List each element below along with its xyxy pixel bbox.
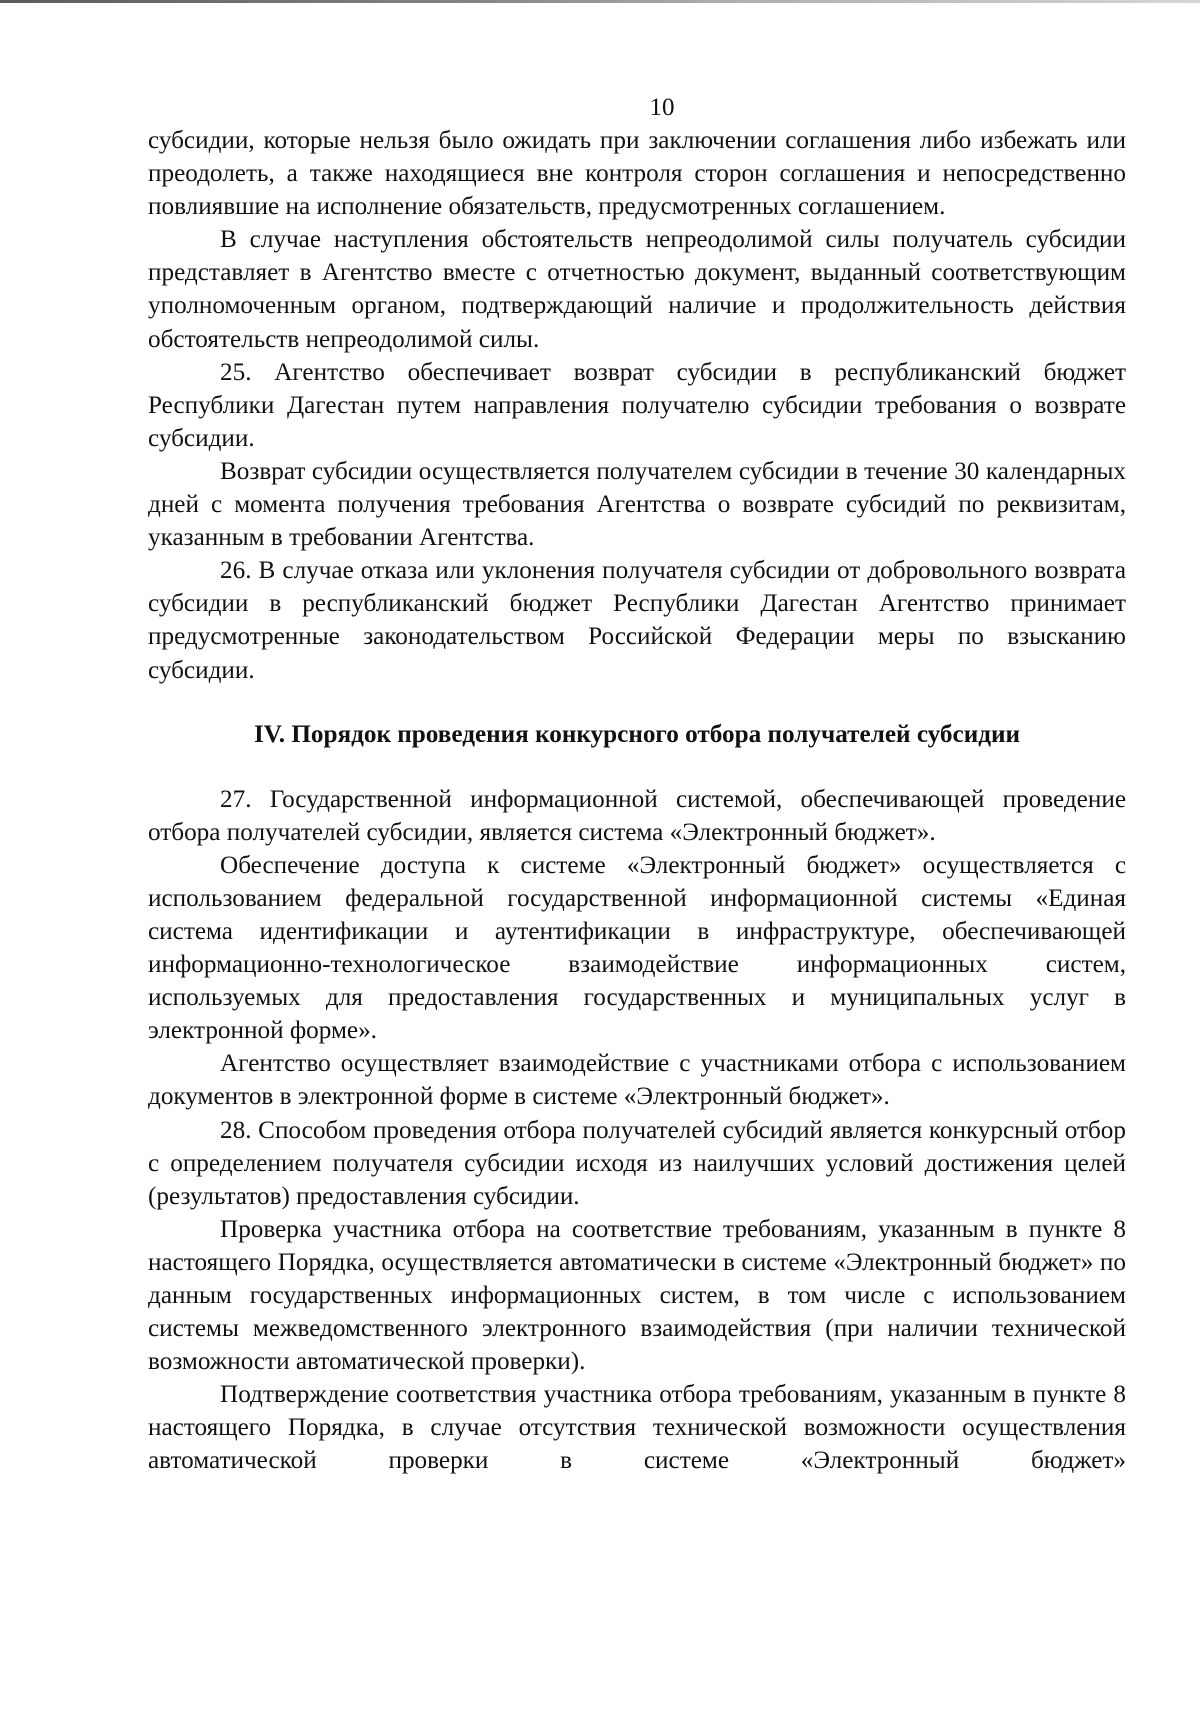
paragraph-28-selection-method: 28. Способом проведения отбора получателей субсидий является конкурсный отбор с определением получателя субсидии исходя из наилучших условий достижения целей (результатов) предоставления субсидии. [148, 1116, 1126, 1210]
paragraph-system-access: Обеспечение доступа к системе «Электронный бюджет» осуществляется с использованием федеральной государственной информационной системы «Единая система идентификации и аутентификации в инфраструктуре, обеспечивающей информационно-технологическое взаимодействие информационных систем, используемых для предоставления государственных и муниципальных услуг в электронной форме». [148, 851, 1126, 1045]
paragraph-force-majeure-document: В случае наступления обстоятельств непреодолимой силы получатель субсидии представляет в Агентство вместе с отчетностью документ, выданный соответствующим уполномоченным органом, подтверждающий наличие и продолжительность действия обстоятельств непреодолимой силы. [148, 226, 1126, 353]
paragraph-27-system: 27. Государственной информационной системой, обеспечивающей проведение отбора получателей субсидии, является система «Электронный бюджет». [148, 785, 1126, 846]
paragraph-agency-interaction: Агентство осуществляет взаимодействие с участниками отбора с использованием документов в электронной форме в системе «Электронный бюджет». [148, 1050, 1126, 1111]
paragraph-participant-check: Проверка участника отбора на соответствие требованиям, указанным в пункте 8 настоящего Порядка, осуществляется автоматически в системе «Электронный бюджет» по данным государственных информационных систем, в том числе с использованием системы межведомственного электронного взаимодействия (при наличии технической возможности автоматической проверки). [148, 1215, 1126, 1376]
scan-edge [0, 0, 1200, 3]
section-heading-iv: IV. Порядок проведения конкурсного отбора получателей субсидии [253, 720, 1020, 748]
page-number: 10 [649, 94, 675, 121]
document-page [148, 88, 1126, 1478]
paragraph-26-refusal: 26. В случае отказа или уклонения получателя субсидии от добровольного возврата субсидии в республиканский бюджет Республики Дагестан Агентство принимает предусмотренные законодательством Российской Федерации меры по взысканию субсидии. [148, 557, 1126, 684]
paragraph-25-return: 25. Агентство обеспечивает возврат субсидии в республиканский бюджет Республики Дагестан путем направления получателю субсидии требования о возврате субсидии. [148, 358, 1126, 452]
paragraph-compliance-confirmation: Подтверждение соответствия участника отбора требованиям, указанным в пункте 8 настоящего Порядка, в случае отсутствия технической возможности осуществления автоматической проверки в системе «Электронный бюджет» [148, 1381, 1126, 1475]
paragraph-force-majeure-continued: субсидии, которые нельзя было ожидать при заключении соглашения либо избежать или преодолеть, а также находящиеся вне контроля сторон соглашения и непосредственно повлиявшие на исполнение обязательств, предусмотренных соглашением. [148, 127, 1126, 221]
paragraph-return-terms: Возврат субсидии осуществляется получателем субсидии в течение 30 календарных дней с момента получения требования Агентства о возврате субсидий по реквизитам, указанным в требовании Агентства. [148, 457, 1126, 552]
